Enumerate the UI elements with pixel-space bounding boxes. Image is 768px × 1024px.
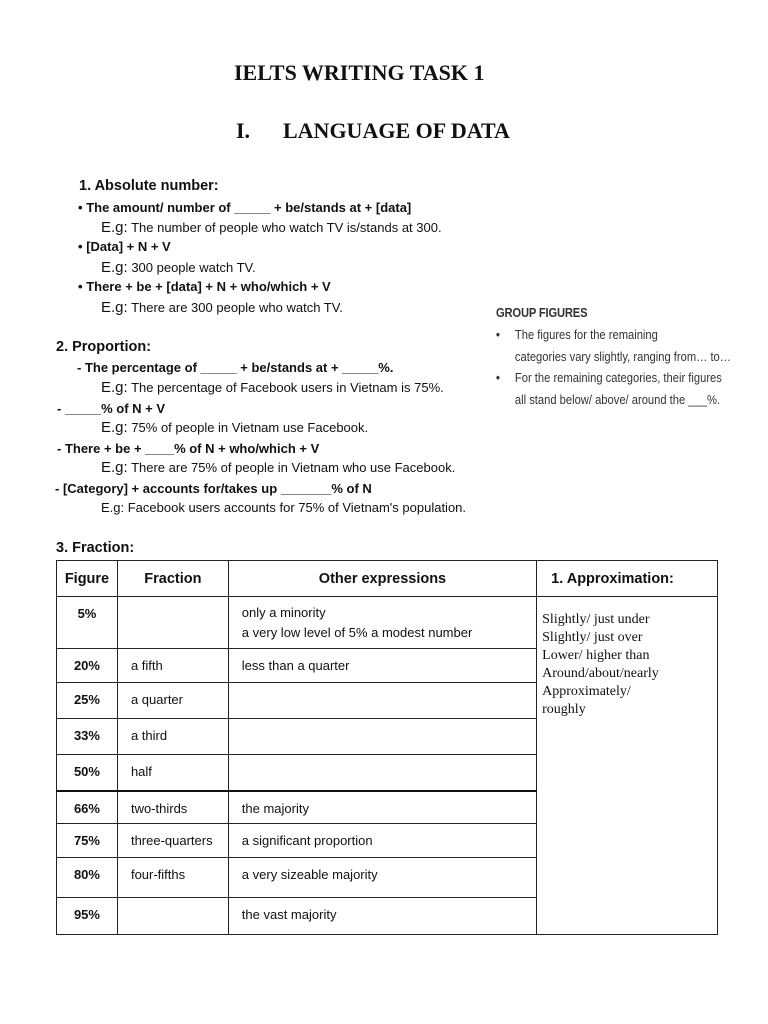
other-cell: less than a quarter (228, 649, 536, 683)
proportion-heading: 2. Proportion: (56, 339, 152, 355)
bullet: • (496, 370, 500, 385)
absolute-rule-2 (78, 239, 171, 254)
eg-text: 75% of people in Vietnam use Facebook. (131, 420, 369, 435)
approximation-line: Around/about/nearly (542, 666, 659, 681)
eg-label: E.g: (101, 419, 128, 436)
table-header-row (57, 561, 718, 597)
eg-text: There are 300 people who watch TV. (131, 300, 343, 315)
eg-text: There are 75% of people in Vietnam who use Facebook. (131, 460, 456, 475)
page-title: IELTS WRITING TASK 1 (234, 60, 485, 85)
fraction-cell: three-quarters (117, 824, 228, 858)
absolute-rule-1 (78, 200, 411, 215)
column-header-fraction: Fraction (117, 561, 228, 597)
fraction-cell: four-fifths (117, 858, 228, 898)
group-figures-line: all stand below/ above/ around the ___%. (514, 392, 721, 407)
group-figures (496, 305, 745, 415)
bullet: • (78, 239, 83, 254)
other-cell: a very sizeable majority (228, 858, 536, 898)
bullet: • (78, 200, 83, 215)
bullet: • (496, 327, 500, 342)
other-cell (228, 719, 536, 755)
column-header-other: Other expressions (228, 561, 536, 597)
fraction-cell: a third (117, 719, 228, 755)
figure-cell: 33% (57, 719, 118, 755)
fraction-heading: 3. Fraction: (56, 540, 135, 556)
figure-cell: 50% (57, 755, 118, 791)
approximation-line: Approximately/ (542, 684, 631, 699)
section-title: LANGUAGE OF DATA (283, 118, 510, 143)
figure-cell: 75% (57, 824, 118, 858)
figure-cell: 25% (57, 683, 118, 719)
bullet: • (78, 279, 83, 294)
proportion-rule-3: - There + be + ____% of N + who/which + V (57, 441, 320, 456)
figure-cell: 95% (57, 898, 118, 935)
proportion-rule-2: - _____% of N + V (57, 401, 166, 416)
table-row (57, 597, 718, 649)
figure-cell: 66% (57, 791, 118, 824)
proportion-example-1 (101, 379, 444, 396)
column-header-figure: Figure (57, 561, 118, 597)
figure-cell: 5% (57, 597, 118, 649)
section-number: I. (236, 118, 251, 143)
fraction-cell: a fifth (117, 649, 228, 683)
other-line: only a minority (241, 605, 326, 620)
rule-text: The amount/ number of _____ + be/stands at + [data] (86, 200, 412, 215)
eg-label: E.g: (101, 259, 128, 276)
rule-text: There + be + [data] + N + who/which + V (86, 279, 331, 294)
proportion-rule-1: - The percentage of _____ + be/stands at + _____%. (77, 360, 394, 375)
other-cell: the majority (228, 791, 536, 824)
other-cell (228, 683, 536, 719)
eg-label: E.g: (101, 459, 128, 476)
approximation-line: Lower/ higher than (542, 648, 650, 663)
other-cell: the vast majority (228, 898, 536, 935)
other-cell (228, 755, 536, 791)
absolute-example-3 (101, 299, 343, 316)
figure-cell: 80% (57, 858, 118, 898)
other-cell: a significant proportion (228, 824, 536, 858)
fraction-cell (117, 898, 228, 935)
proportion-example-2 (101, 419, 368, 436)
fraction-cell (117, 597, 228, 649)
approximation-cell (537, 597, 718, 935)
proportion-rule-4: - [Category] + accounts for/takes up _______% of N (55, 481, 372, 496)
absolute-example-2 (101, 259, 256, 276)
absolute-example-1 (101, 219, 442, 236)
group-figures-title: GROUP FIGURES (496, 305, 588, 320)
approximation-line: Slightly/ just over (542, 630, 643, 645)
eg-text: The percentage of Facebook users in Vietnam is 75%. (131, 380, 444, 395)
group-figures-line: categories vary slightly, ranging from… to… (514, 349, 731, 364)
eg-label: E.g: (101, 219, 128, 236)
column-header-approximation: 1. Approximation: (537, 561, 718, 597)
other-cell (228, 597, 536, 649)
eg-label: E.g: (101, 299, 128, 316)
other-line: a very low level of 5% a modest number (241, 625, 473, 640)
fraction-table (56, 560, 718, 935)
eg-label: E.g: (101, 379, 128, 396)
proportion-example-4: E.g: Facebook users accounts for 75% of Vietnam's population. (101, 500, 467, 515)
group-figures-line: For the remaining categories, their figures (514, 370, 722, 385)
absolute-heading: 1. Absolute number: (79, 178, 219, 194)
figure-cell: 20% (57, 649, 118, 683)
approximation-line: roughly (542, 702, 586, 717)
approximation-line: Slightly/ just under (542, 612, 650, 627)
group-figures-line: The figures for the remaining (514, 327, 658, 342)
absolute-rule-3 (78, 279, 331, 294)
fraction-cell: a quarter (117, 683, 228, 719)
eg-text: 300 people watch TV. (131, 260, 256, 275)
fraction-cell: two-thirds (117, 791, 228, 824)
fraction-cell: half (117, 755, 228, 791)
proportion-example-3 (101, 459, 455, 476)
eg-text: The number of people who watch TV is/stands at 300. (131, 220, 442, 235)
rule-text: [Data] + N + V (86, 239, 171, 254)
